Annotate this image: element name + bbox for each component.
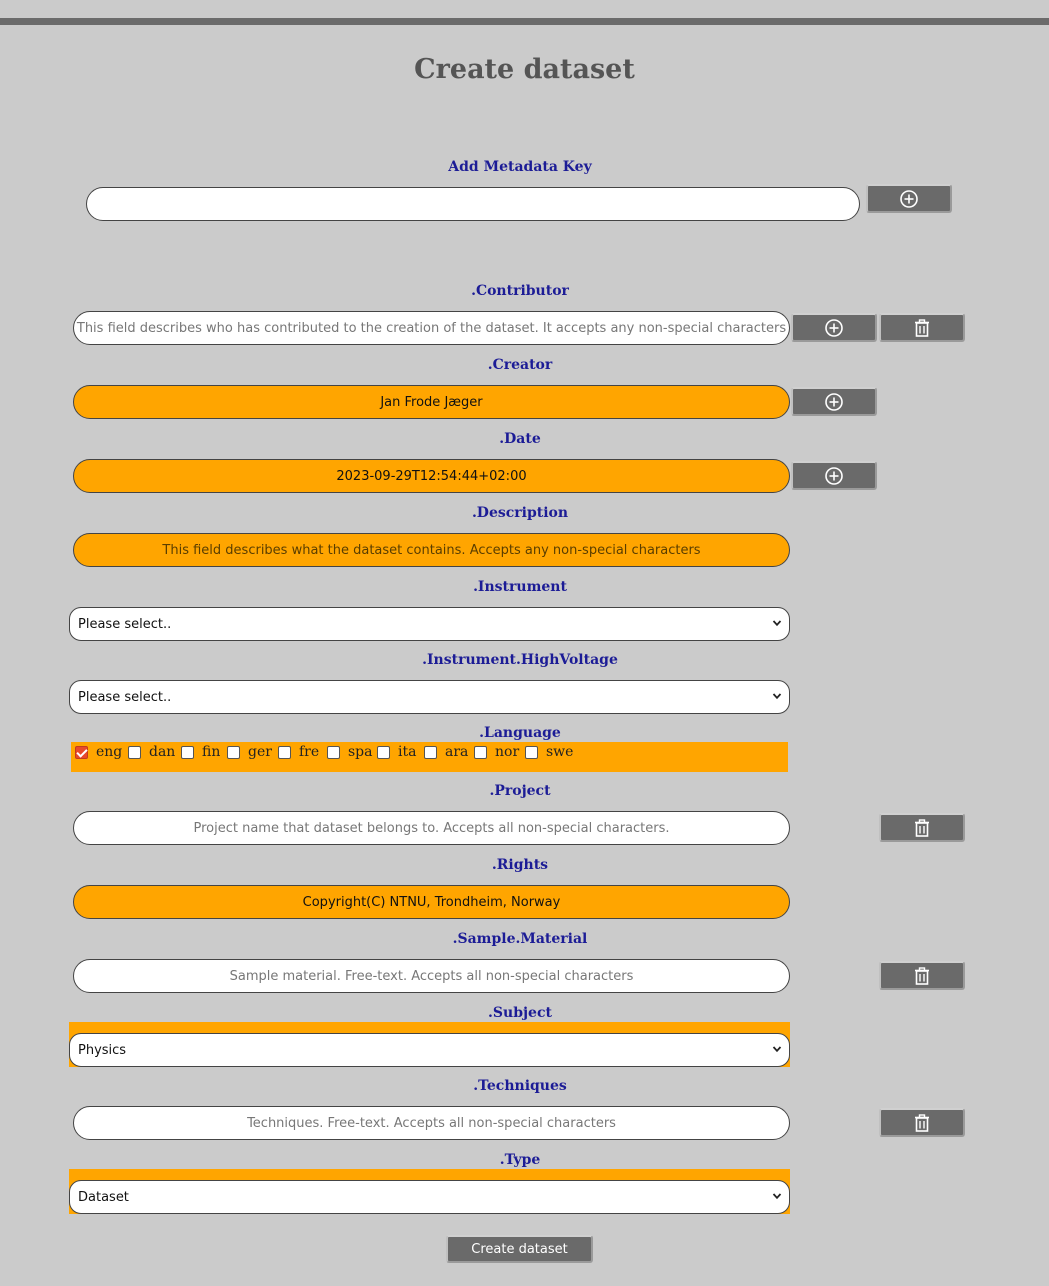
checkbox-spa[interactable] <box>327 746 340 759</box>
language-checkbox-group <box>71 742 788 772</box>
add-key-label: Add Metadata Key <box>448 159 592 175</box>
subject-label: .Subject <box>488 1005 552 1021</box>
language-label: .Language <box>479 725 561 741</box>
high-voltage-select[interactable] <box>69 680 790 714</box>
type-select[interactable] <box>69 1180 790 1214</box>
plus-circle-icon <box>824 392 844 412</box>
language-option-eng[interactable]: eng <box>75 742 122 762</box>
sample-material-delete-button[interactable] <box>879 961 965 990</box>
contributor-delete-button[interactable] <box>879 313 965 342</box>
sample-material-input[interactable]: Sample material. Free-text. Accepts all non-special characters <box>73 959 790 993</box>
chevron-down-icon <box>771 1043 783 1055</box>
add-key-input[interactable] <box>86 187 860 221</box>
checkbox-eng[interactable] <box>75 746 88 759</box>
chevron-down-icon <box>771 1190 783 1202</box>
creator-add-button[interactable] <box>791 387 877 416</box>
contributor-input[interactable]: This field describes who has contributed to the creation of the dataset. It accepts any non-special characters <box>73 311 790 345</box>
creator-input[interactable]: Jan Frode Jæger <box>73 385 790 419</box>
trash-icon <box>912 318 932 338</box>
contributor-add-button[interactable] <box>791 313 877 342</box>
plus-circle-icon <box>824 466 844 486</box>
plus-circle-icon <box>899 189 919 209</box>
language-option-swe[interactable]: swe <box>525 742 573 762</box>
language-option-dan[interactable]: dan <box>128 742 175 762</box>
type-selected: Dataset <box>78 1189 129 1205</box>
contributor-label: .Contributor <box>471 283 569 299</box>
trash-icon <box>912 818 932 838</box>
page-title: Create dataset <box>414 54 635 85</box>
chevron-down-icon <box>771 690 783 702</box>
checkbox-fin[interactable] <box>181 746 194 759</box>
language-option-ger[interactable]: ger <box>227 742 272 762</box>
create-dataset-button[interactable]: Create dataset <box>446 1235 593 1263</box>
description-input[interactable]: This field describes what the dataset contains. Accepts any non-special characters <box>73 533 790 567</box>
project-input[interactable]: Project name that dataset belongs to. Accepts all non-special characters. <box>73 811 790 845</box>
language-option-spa[interactable]: spa <box>327 742 373 762</box>
top-bar <box>0 18 1049 25</box>
creator-label: .Creator <box>487 357 553 373</box>
checkbox-fre[interactable] <box>278 746 291 759</box>
type-label: .Type <box>499 1152 541 1168</box>
techniques-delete-button[interactable] <box>879 1108 965 1137</box>
trash-icon <box>912 966 932 986</box>
rights-label: .Rights <box>491 857 549 873</box>
techniques-label: .Techniques <box>473 1078 567 1094</box>
checkbox-ger[interactable] <box>227 746 240 759</box>
high-voltage-selected: Please select.. <box>78 689 172 705</box>
language-option-fin[interactable]: fin <box>181 742 220 762</box>
language-option-ita[interactable]: ita <box>377 742 416 762</box>
instrument-select[interactable] <box>69 607 790 641</box>
language-option-fre[interactable]: fre <box>278 742 319 762</box>
plus-circle-icon <box>824 318 844 338</box>
date-input[interactable]: 2023-09-29T12:54:44+02:00 <box>73 459 790 493</box>
project-delete-button[interactable] <box>879 813 965 842</box>
trash-icon <box>912 1113 932 1133</box>
subject-selected: Physics <box>78 1042 127 1058</box>
instrument-selected: Please select.. <box>78 616 172 632</box>
checkbox-ita[interactable] <box>377 746 390 759</box>
checkbox-dan[interactable] <box>128 746 141 759</box>
description-label: .Description <box>471 505 569 521</box>
language-option-nor[interactable]: nor <box>474 742 519 762</box>
sample-material-label: .Sample.Material <box>452 931 588 947</box>
techniques-input[interactable]: Techniques. Free-text. Accepts all non-special characters <box>73 1106 790 1140</box>
checkbox-ara[interactable] <box>424 746 437 759</box>
date-label: .Date <box>499 431 541 447</box>
add-key-button[interactable] <box>866 184 952 213</box>
project-label: .Project <box>489 783 551 799</box>
date-add-button[interactable] <box>791 461 877 490</box>
high-voltage-label: .Instrument.HighVoltage <box>422 652 618 668</box>
chevron-down-icon <box>771 617 783 629</box>
subject-select[interactable] <box>69 1033 790 1067</box>
checkbox-swe[interactable] <box>525 746 538 759</box>
language-option-ara[interactable]: ara <box>424 742 468 762</box>
instrument-label: .Instrument <box>473 579 567 595</box>
rights-input[interactable]: Copyright(C) NTNU, Trondheim, Norway <box>73 885 790 919</box>
checkbox-nor[interactable] <box>474 746 487 759</box>
